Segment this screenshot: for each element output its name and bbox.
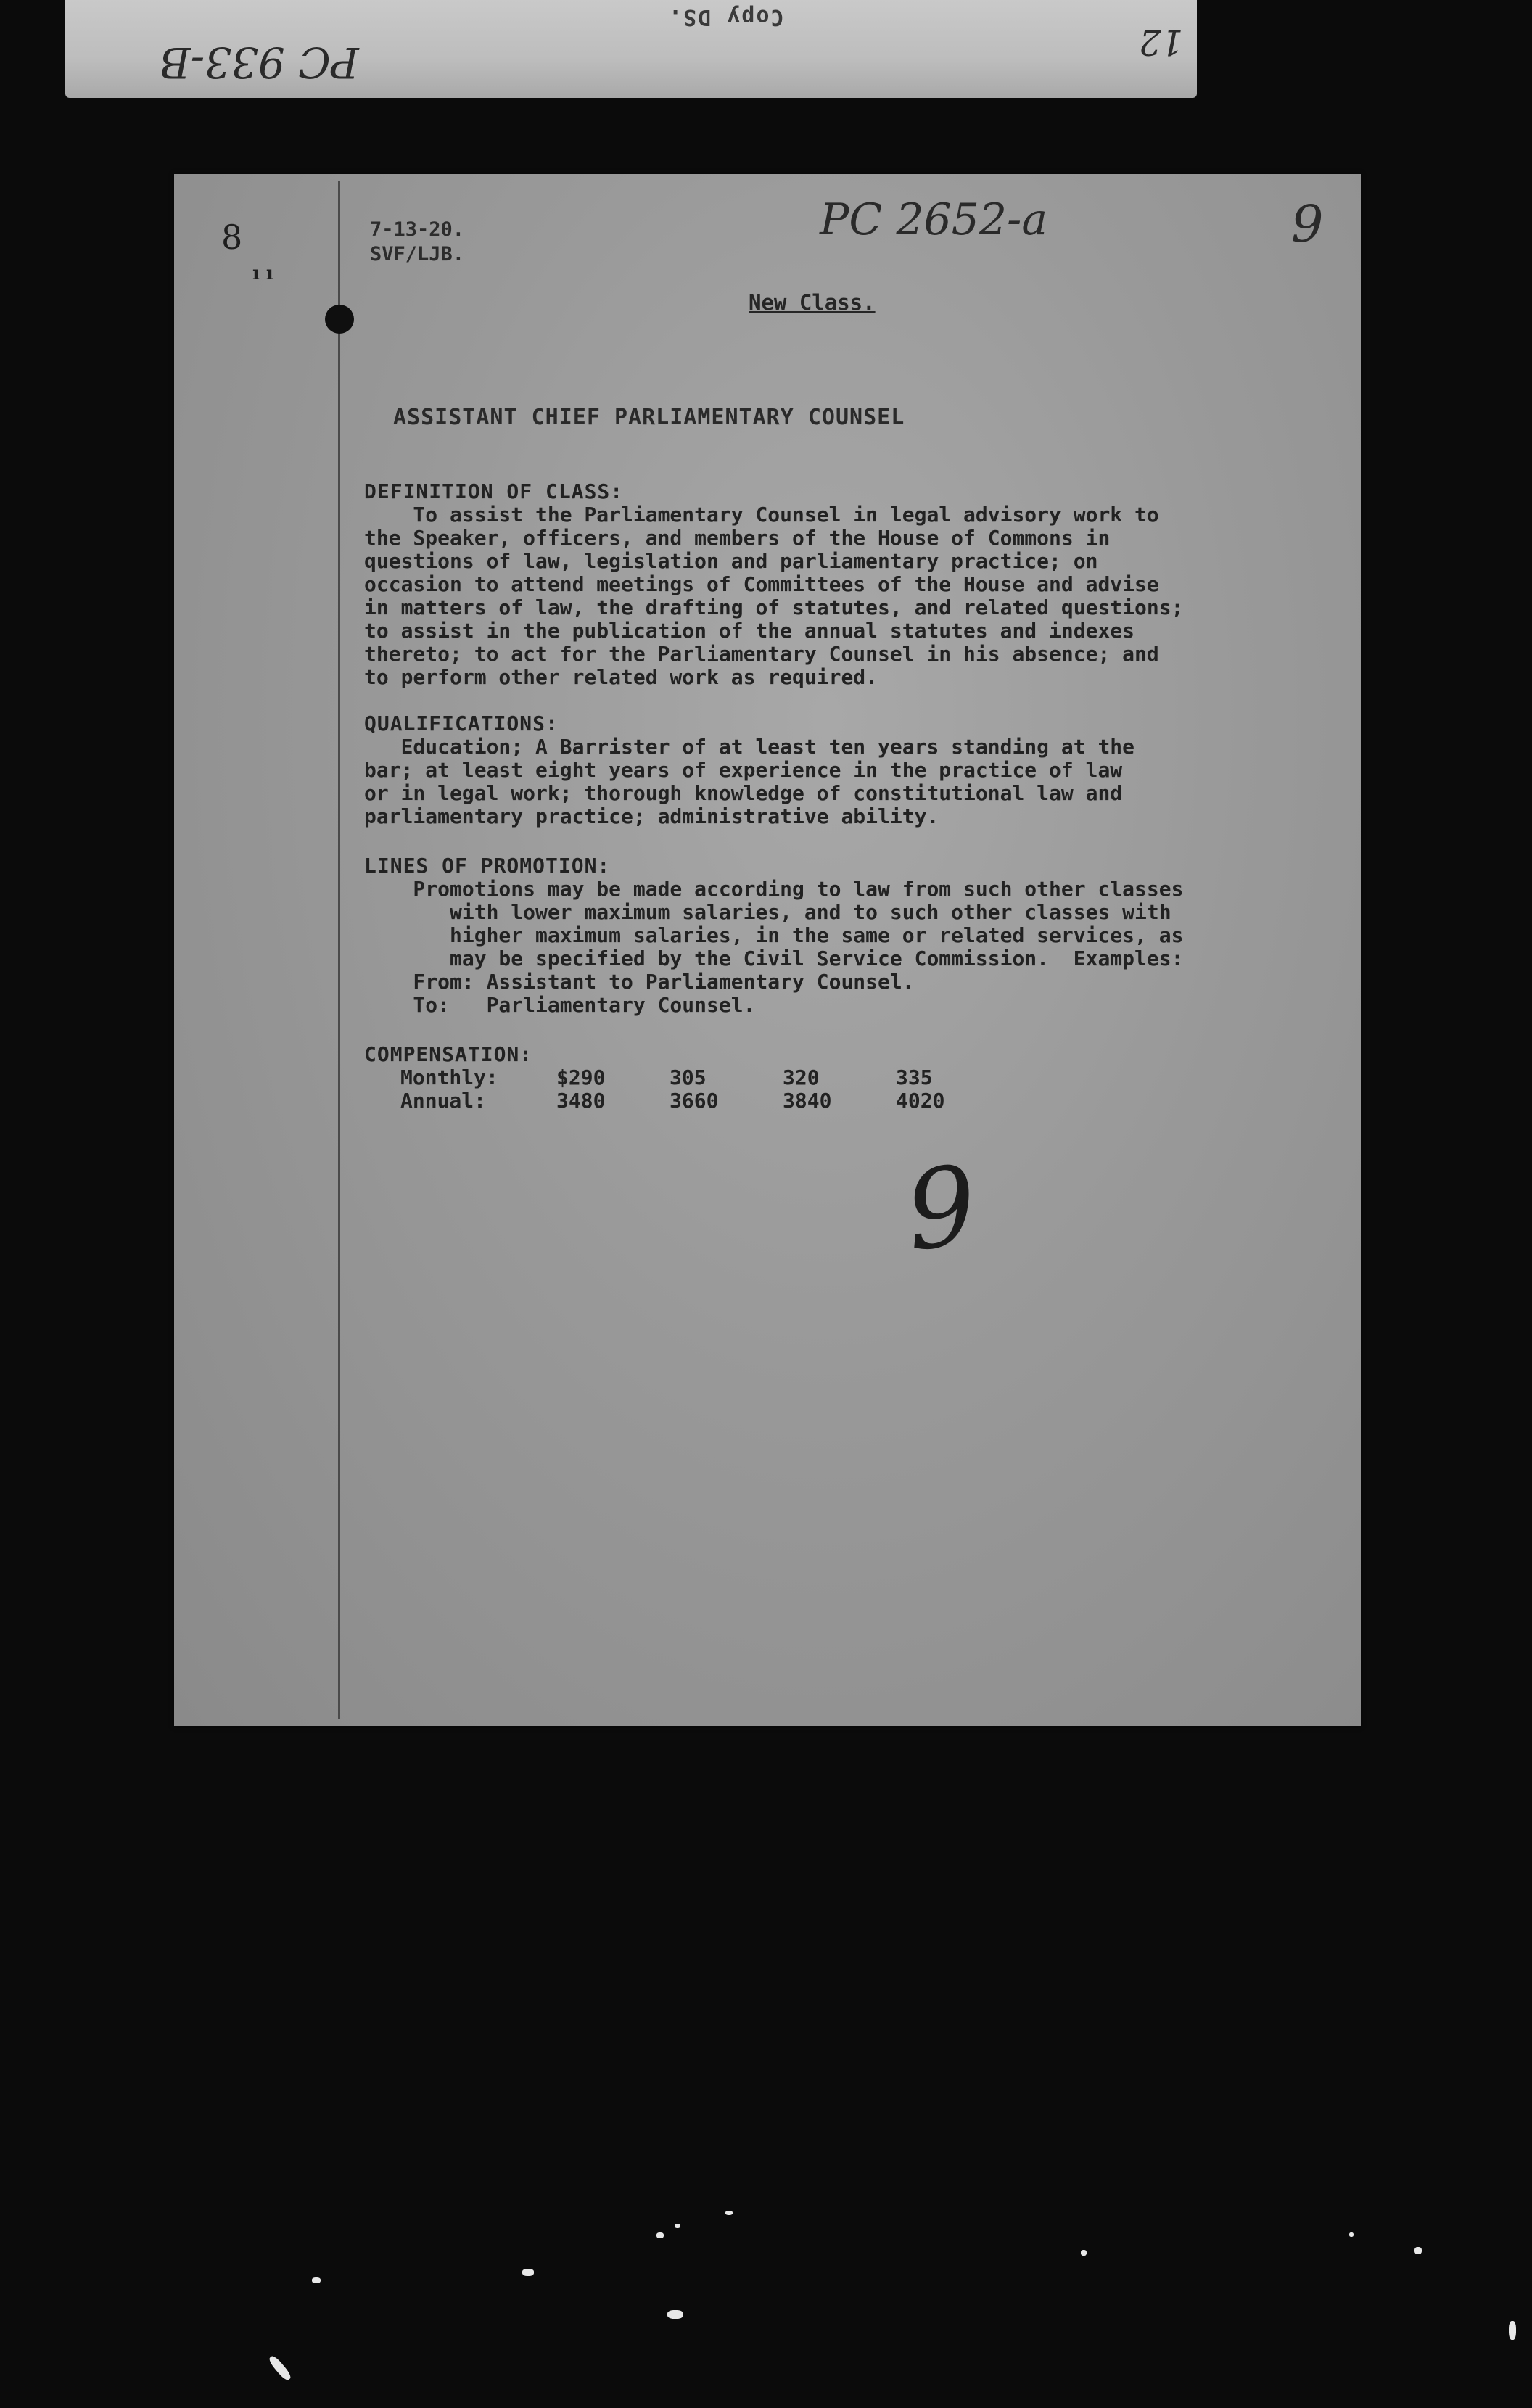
annual-value: 3840 [783,1089,832,1113]
promotion-section [364,854,1343,1017]
speck [1081,2250,1087,2256]
definition-line: to perform other related work as required. [364,665,878,689]
monthly-label: Monthly: [400,1065,498,1089]
definition-line: questions of law, legislation and parliamentary practice; on [364,549,1098,573]
handwritten-initial: 9 [900,1142,983,1276]
speck [725,2211,733,2215]
compensation-section [364,1043,1009,1113]
qualifications-section [364,712,1343,828]
document-page [174,174,1361,1726]
promotion-heading: LINES OF PROMOTION: [364,854,611,878]
promotion-line: Promotions may be made according to law from such other classes [364,877,1184,901]
definition-line: in matters of law, the drafting of statutes, and related questions; [364,595,1184,619]
previous-page-strip [65,0,1197,98]
page-title: ASSISTANT CHIEF PARLIAMENTARY COUNSEL [393,405,905,430]
monthly-value: 320 [783,1065,820,1089]
annual-value: 4020 [896,1089,945,1113]
speck [522,2269,534,2276]
promotion-line: From: Assistant to Parliamentary Counsel. [364,970,915,994]
speck [1349,2232,1354,2237]
monthly-value: $290 [556,1065,606,1089]
speck [675,2224,680,2228]
handwritten-reference: PC 933-B [160,38,359,87]
annual-value: 3480 [556,1089,606,1113]
qualifications-line: Education; A Barrister of at least ten years standing at the [364,735,1135,759]
corner-mark: 8 [221,218,243,257]
qualifications-line: or in legal work; thorough knowledge of constitutional law and [364,781,1123,805]
handwritten-page-mark: 9 [1291,194,1324,254]
annual-value: 3660 [670,1089,719,1113]
speck [667,2310,683,2319]
definition-section [364,480,1343,689]
definition-line: To assist the Parliamentary Counsel in legal advisory work to [364,503,1159,527]
margin-rule [338,181,340,1719]
punch-hole [325,305,354,334]
promotion-line: To: Parliamentary Counsel. [364,993,756,1017]
promotion-line: higher maximum salaries, in the same or related services, as [364,923,1184,947]
speck [656,2232,664,2238]
qualifications-line: parliamentary practice; administrative ability. [364,804,939,828]
monthly-value: 335 [896,1065,933,1089]
annual-row [364,1089,1009,1113]
promotion-line: may be specified by the Civil Service Commission. Examples: [364,947,1184,970]
definition-line: to assist in the publication of the annual statutes and indexes [364,619,1135,643]
qualifications-line: bar; at least eight years of experience in the practice of law [364,758,1123,782]
definition-heading: DEFINITION OF CLASS: [364,479,624,503]
handwritten-reference-number: PC 2652-a [820,194,1048,245]
definition-line: the Speaker, officers, and members of the House of Commons in [364,526,1111,550]
initials-line: SVF/LJB. [370,243,465,265]
date-line: 7-13-20. [370,218,465,241]
class-status: New Class. [749,290,876,315]
compensation-heading: COMPENSATION: [364,1042,533,1066]
monthly-value: 305 [670,1065,707,1089]
copy-ds-stamp: Copy DS. [667,4,784,30]
date-block [370,218,464,267]
speck [1414,2247,1422,2254]
qualifications-heading: QUALIFICATIONS: [364,712,559,735]
definition-line: occasion to attend meetings of Committees of the House and advise [364,572,1159,596]
handwritten-number: 12 [1139,22,1184,62]
speck [1509,2321,1516,2340]
definition-line: thereto; to act for the Parliamentary Counsel in his absence; and [364,642,1159,666]
annual-label: Annual: [400,1089,487,1113]
speck [312,2277,321,2283]
speck [268,2354,293,2382]
promotion-line: with lower maximum salaries, and to such other classes with [364,900,1171,924]
tick-mark: ı ı [252,263,273,284]
monthly-row [364,1066,1009,1089]
